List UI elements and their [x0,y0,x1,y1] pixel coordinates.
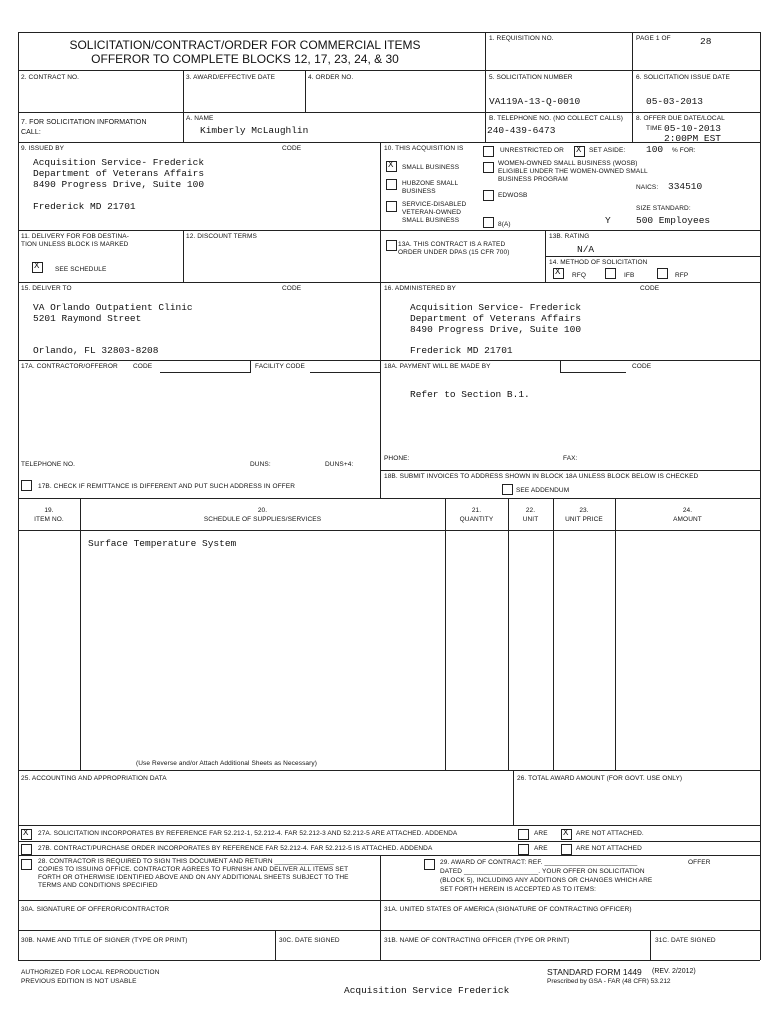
unrestricted-label: UNRESTRICTED OR [500,147,564,154]
contractor-telephone-label: TELEPHONE NO. [21,461,76,468]
percent-for-label: % FOR: [672,147,696,154]
27b-are-not-checkbox[interactable] [561,844,572,855]
size-standard-value[interactable]: 500 Employees [636,215,711,226]
issued-by-label: 9. ISSUED BY [21,145,65,152]
issued-line-5: Frederick MD 21701 [33,201,136,212]
contractor-code-field[interactable] [160,360,251,373]
requisition-label: 1. REQUISITION NO. [489,35,554,42]
footer-previous: PREVIOUS EDITION IS NOT USABLE [21,978,137,985]
col-19-num: 19. [44,507,54,514]
facility-code-label: FACILITY CODE [255,363,305,370]
duns-label: DUNS: [250,461,271,468]
27a-are-not-label: ARE NOT ATTACHED. [576,830,644,837]
col-21-title: QUANTITY [459,516,494,523]
27a-are-checkbox[interactable] [518,829,529,840]
schedule-item-description: Surface Temperature System [88,538,237,549]
footer-form-name: STANDARD FORM 1449 [547,967,642,977]
edwosb-checkbox[interactable] [483,190,494,201]
contractor-code-label: CODE [133,363,153,370]
deliver-line-5: Orlando, FL 32803-8208 [33,345,159,356]
28-checkbox[interactable] [21,859,32,870]
order-no-label: 4. ORDER NO. [308,74,354,81]
29-checkbox[interactable] [424,859,435,870]
offer-due-date[interactable]: 05-10-2013 [664,123,722,134]
col-24-num: 24. [682,507,693,514]
rfp-checkbox[interactable] [657,268,668,279]
col-22-num: 22. [525,507,536,514]
small-business-mark: X [388,160,394,170]
28-text: 28. CONTRACTOR IS REQUIRED TO SIGN THIS DOCUMENT AND RETURN ________________ COPIES TO ISSUING OFFICE. CONTRACTOR AGREES TO FURNISH AND DELIVER ALL ITEMS SET FORTH OR OTHERWISE IDENTIFIED ABOVE AND ON ANY ADDITIONAL SHEETS SUBJECT TO THE TERMS AND CONDITIONS SPECIFIED [38,858,349,889]
27a-label: 27A. SOLICITATION INCORPORATES BY REFERENCE FAR 52.212-1, 52.212-4. FAR 52.212-3 AND 52.212-5 ARE ATTACHED. ADDENDA [38,830,458,837]
payment-phone-label: PHONE: [384,455,410,462]
footer-authorized: AUTHORIZED FOR LOCAL REPRODUCTION [21,969,160,976]
size-standard-label: SIZE STANDARD: [636,205,691,212]
contracting-officer-label: 31B. NAME OF CONTRACTING OFFICER (TYPE OR PRINT) [384,937,570,944]
col-23-num: 23. [579,507,589,514]
eight-a-label: 8(A) [498,221,511,228]
27a-are-not-mark: X [563,828,569,838]
contractor-label: 17A. CONTRACTOR/OFFEROR [21,363,118,370]
29-line-2: DATED ____________________. YOUR OFFER ON SOLICITATION [440,868,645,875]
offer-due-label: 8. OFFER DUE DATE/LOCAL [636,115,725,122]
time-label: TIME [646,125,662,132]
set-aside-mark: X [576,145,582,155]
payment-label: 18A. PAYMENT WILL BE MADE BY [384,363,491,370]
offer-due-time[interactable]: 2:00PM EST [664,133,722,144]
ifb-checkbox[interactable] [605,268,616,279]
submit-invoices-label: 18B. SUBMIT INVOICES TO ADDRESS SHOWN IN BLOCK 18A UNLESS BLOCK BELOW IS CHECKED [384,473,699,480]
naics-label: NAICS: [636,184,659,191]
col-19-title: ITEM NO. [34,516,64,523]
issue-date[interactable]: 05-03-2013 [646,96,704,107]
footer-agency: Acquisition Service Frederick [344,985,510,996]
29-line-4: SET FORTH HEREIN IS ACCEPTED AS TO ITEMS: [440,886,597,893]
issued-line-1: Acquisition Service- Frederick [33,157,205,168]
issued-line-2: Department of Veterans Affairs [33,168,205,179]
remittance-checkbox[interactable] [21,480,32,491]
form-title: SOLICITATION/CONTRACT/ORDER FOR COMMERCIAL ITEMS [69,38,421,52]
29-offer: OFFER [688,859,711,866]
addendum-checkbox[interactable] [502,484,513,495]
administered-by-label: 16. ADMINISTERED BY [384,285,456,292]
27b-are-checkbox[interactable] [518,844,529,855]
rated-order-checkbox[interactable] [386,240,397,251]
contact-phone[interactable]: 240-439-6473 [487,125,556,136]
admin-line-3: 8490 Progress Drive, Suite 100 [410,324,582,335]
29-line-1: 29. AWARD OF CONTRACT: REF. _________________________ [440,859,638,866]
edwosb-label: EDWOSB [498,192,528,199]
wosb-label: WOMEN-OWNED SMALL BUSINESS (WOSB) ELIGIBLE UNDER THE WOMEN-OWNED SMALL BUSINESS PROGRAM [498,160,648,183]
issued-code-label: CODE [282,145,302,152]
remittance-label: 17B. CHECK IF REMITTANCE IS DIFFERENT AND PUT SUCH ADDRESS IN OFFER [38,483,295,490]
col-22-title: UNIT [522,516,539,523]
size-y: Y [605,215,611,226]
wosb-checkbox[interactable] [483,162,494,173]
contract-no-label: 2. CONTRACT NO. [21,74,80,81]
payment-code-label: CODE [632,363,652,370]
contact-name[interactable]: Kimberly McLaughlin [200,125,309,136]
27b-are-not-label: ARE NOT ATTACHED [576,845,642,852]
set-aside-label: SET ASIDE: [589,147,626,154]
unrestricted-checkbox[interactable] [483,146,494,157]
27a-mark: X [23,828,29,838]
date-signed-2-label: 31C. DATE SIGNED [655,937,716,944]
page-total: 28 [700,36,712,47]
sdvosb-checkbox[interactable] [386,201,397,212]
payment-code-field[interactable] [560,360,626,373]
issued-line-3: 8490 Progress Drive, Suite 100 [33,179,205,190]
rating-value[interactable]: N/A [577,244,595,255]
admin-line-2: Department of Veterans Affairs [410,313,582,324]
col-24-title: AMOUNT [673,516,702,523]
issue-date-label: 6. SOLICITATION ISSUE DATE [636,74,730,81]
col-23-title: UNIT PRICE [565,516,603,523]
signer-name-label: 30B. NAME AND TITLE OF SIGNER (TYPE OR PRINT) [21,937,188,944]
hubzone-label: HUBZONE SMALL BUSINESS [402,180,458,195]
method-label: 14. METHOD OF SOLICITATION [549,259,648,266]
rfq-label: RFQ [572,272,587,279]
see-schedule-mark: X [34,261,40,271]
solicitation-number[interactable]: VA119A-13-Q-0010 [489,96,581,107]
col-20-num: 20. [257,507,268,514]
facility-code-field[interactable] [310,360,380,373]
for-solicitation-label: 7. FOR SOLICITATION INFORMATION CALL: [21,119,147,136]
page-label: PAGE 1 OF [636,35,671,42]
hubzone-checkbox[interactable] [386,179,397,190]
admin-line-5: Frederick MD 21701 [410,345,513,356]
footer-prescribed: Prescribed by GSA - FAR (48 CFR) 53.212 [547,978,671,985]
name-label: A. NAME [186,115,214,122]
delivery-fob-label: 11. DELIVERY FOR FOB DESTINA-TION UNLESS BLOCK IS MARKED [21,233,130,248]
rated-order-label: 13A. THIS CONTRACT IS A RATED ORDER UNDER DPAS (15 CFR 700) [398,241,510,256]
rfq-mark: X [555,267,561,277]
col-21-num: 21. [471,507,482,514]
col-20-title: SCHEDULE OF SUPPLIES/SERVICES [203,516,322,523]
set-aside-percent[interactable]: 100 [646,144,664,155]
admin-line-1: Acquisition Service- Frederick [410,302,582,313]
telephone-label: B. TELEPHONE NO. (NO COLLECT CALLS) [489,115,624,122]
discount-terms-label: 12. DISCOUNT TERMS [186,233,257,240]
reverse-note: (Use Reverse and/or Attach Additional Sheets as Necessary) [136,760,318,767]
deliver-line-1: VA Orlando Outpatient Clinic [33,302,193,313]
deliver-line-2: 5201 Raymond Street [33,313,142,324]
27b-are-label: ARE [534,845,548,852]
payment-refer: Refer to Section B.1. [410,389,530,400]
date-signed-label: 30C. DATE SIGNED [279,937,340,944]
27b-label: 27B. CONTRACT/PURCHASE ORDER INCORPORATES BY REFERENCE FAR 52.212-4. FAR 52.212-5 IS ATTACHED. ADDENDA [38,845,433,852]
addendum-label: SEE ADDENDUM [516,487,570,494]
29-line-3: (BLOCK 5), INCLUDING ANY ADDITIONS OR CHANGES WHICH ARE [440,877,653,884]
27a-are-label: ARE [534,830,548,837]
payment-fax-label: FAX: [563,455,578,462]
total-award-label: 26. TOTAL AWARD AMOUNT (FOR GOVT. USE ONLY) [517,775,683,782]
form-subtitle: OFFEROR TO COMPLETE BLOCKS 12, 17, 23, 24, & 30 [91,52,399,66]
footer-rev: (REV. 2/2012) [652,968,696,975]
solicitation-number-label: 5. SOLICITATION NUMBER [489,74,573,81]
deliver-to-label: 15. DELIVER TO [21,285,72,292]
eight-a-checkbox[interactable] [483,217,494,228]
ifb-label: IFB [624,272,635,279]
duns4-label: DUNS+4: [325,461,354,468]
27b-checkbox[interactable] [21,844,32,855]
naics-value[interactable]: 334510 [668,181,703,192]
signature-us-label: 31A. UNITED STATES OF AMERICA (SIGNATURE OF CONTRACTING OFFICER) [384,906,632,913]
signature-offeror-label: 30A. SIGNATURE OF OFFEROR/CONTRACTOR [21,906,170,913]
admin-code-label: CODE [640,285,660,292]
deliver-code-label: CODE [282,285,302,292]
rfp-label: RFP [675,272,689,279]
sdvosb-label: SERVICE-DISABLED VETERAN-OWNED SMALL BUSINESS [402,201,467,224]
award-date-label: 3. AWARD/EFFECTIVE DATE [186,74,276,81]
rating-label: 13B. RATING [549,233,590,240]
small-business-label: SMALL BUSINESS [402,164,460,171]
see-schedule-label: SEE SCHEDULE [55,266,107,273]
acquisition-label: 10. THIS ACQUISITION IS [384,145,464,152]
accounting-label: 25. ACCOUNTING AND APPROPRIATION DATA [21,775,167,782]
